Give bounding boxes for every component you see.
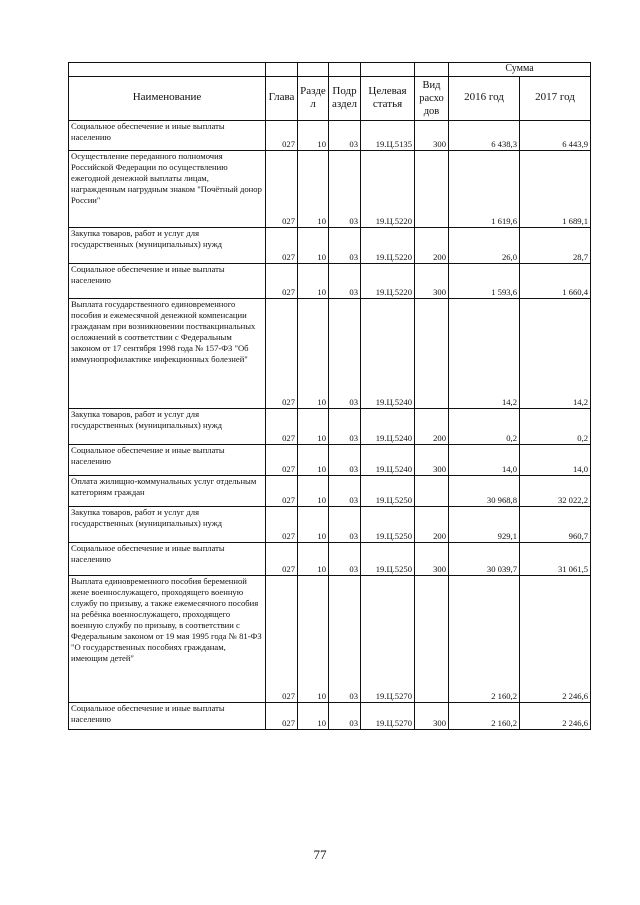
header-blank: [298, 63, 329, 77]
sum-header: Сумма: [449, 63, 591, 77]
header-blank: [69, 63, 266, 77]
row-chapter: 027: [266, 506, 298, 542]
row-sum-2017: 1 689,1: [520, 150, 591, 227]
row-chapter: 027: [266, 227, 298, 263]
row-subsection: 03: [329, 298, 361, 408]
row-section: 10: [298, 298, 329, 408]
header-row-top: [69, 63, 591, 77]
row-sum-2017: 14,0: [520, 444, 591, 475]
row-section: 10: [298, 444, 329, 475]
row-sum-2016: 30 968,8: [449, 475, 520, 506]
header-blank: [415, 63, 449, 77]
row-type: 200: [415, 408, 449, 444]
header-blank: [361, 63, 415, 77]
row-sum-2016: 6 438,3: [449, 120, 520, 150]
row-subsection: 03: [329, 475, 361, 506]
row-subsection: 03: [329, 227, 361, 263]
table-row: [69, 444, 591, 475]
row-sum-2016: 2 160,2: [449, 702, 520, 729]
row-subsection: 03: [329, 444, 361, 475]
table-row: [69, 263, 591, 298]
table-row: [69, 120, 591, 150]
row-section: 10: [298, 475, 329, 506]
row-subsection: 03: [329, 150, 361, 227]
header-blank: [329, 63, 361, 77]
row-name: Социальное обеспечение и иные выплаты населению: [69, 120, 266, 150]
table-body: [69, 120, 591, 729]
row-type: 300: [415, 120, 449, 150]
header-blank: [266, 63, 298, 77]
header-row-main: [69, 76, 591, 120]
row-subsection: 03: [329, 506, 361, 542]
row-sum-2017: 2 246,6: [520, 575, 591, 702]
row-article: 19.Ц.5220: [361, 263, 415, 298]
row-sum-2016: 30 039,7: [449, 542, 520, 575]
row-sum-2016: 0,2: [449, 408, 520, 444]
column-header-section: Разде л: [298, 76, 329, 120]
row-name: Социальное обеспечение и иные выплаты населению: [69, 542, 266, 575]
row-article: 19.Ц.5240: [361, 408, 415, 444]
row-subsection: 03: [329, 542, 361, 575]
row-name: Осуществление переданного полномочия Российской Федерации по осуществлению ежегодной денежной выплаты лицам, награжденным нагрудным знаком "Почётный донор России": [69, 150, 266, 227]
row-subsection: 03: [329, 575, 361, 702]
row-article: 19.Ц.5250: [361, 475, 415, 506]
row-chapter: 027: [266, 120, 298, 150]
row-type: [415, 298, 449, 408]
row-article: 19.Ц.5250: [361, 542, 415, 575]
column-header-target-article: Целевая статья: [361, 76, 415, 120]
table-row: [69, 475, 591, 506]
row-name: Социальное обеспечение и иные выплаты населению: [69, 702, 266, 729]
row-sum-2016: 14,0: [449, 444, 520, 475]
row-chapter: 027: [266, 263, 298, 298]
row-chapter: 027: [266, 150, 298, 227]
row-name: Закупка товаров, работ и услуг для государственных (муниципальных) нужд: [69, 227, 266, 263]
row-chapter: 027: [266, 542, 298, 575]
row-section: 10: [298, 702, 329, 729]
row-name: Закупка товаров, работ и услуг для государственных (муниципальных) нужд: [69, 408, 266, 444]
row-article: 19.Ц.5220: [361, 227, 415, 263]
row-sum-2016: 2 160,2: [449, 575, 520, 702]
row-type: 300: [415, 263, 449, 298]
row-chapter: 027: [266, 298, 298, 408]
row-subsection: 03: [329, 408, 361, 444]
row-type: [415, 150, 449, 227]
row-name: Социальное обеспечение и иные выплаты населению: [69, 444, 266, 475]
row-sum-2017: 1 660,4: [520, 263, 591, 298]
row-type: 200: [415, 227, 449, 263]
row-type: 300: [415, 444, 449, 475]
row-type: [415, 475, 449, 506]
row-type: 200: [415, 506, 449, 542]
column-header-chapter: Глава: [266, 76, 298, 120]
row-article: 19.Ц.5270: [361, 575, 415, 702]
table-row: [69, 575, 591, 702]
column-header-expense-type: Вид расхо дов: [415, 76, 449, 120]
row-type: 300: [415, 542, 449, 575]
row-subsection: 03: [329, 702, 361, 729]
row-article: 19.Ц.5220: [361, 150, 415, 227]
row-section: 10: [298, 506, 329, 542]
row-subsection: 03: [329, 120, 361, 150]
row-chapter: 027: [266, 444, 298, 475]
row-chapter: 027: [266, 702, 298, 729]
table-row: [69, 542, 591, 575]
row-sum-2016: 1 593,6: [449, 263, 520, 298]
row-name: Закупка товаров, работ и услуг для государственных (муниципальных) нужд: [69, 506, 266, 542]
row-sum-2017: 32 022,2: [520, 475, 591, 506]
page-number: 77: [313, 847, 327, 862]
budget-table: [68, 62, 591, 730]
row-sum-2017: 0,2: [520, 408, 591, 444]
row-article: 19.Ц.5270: [361, 702, 415, 729]
row-type: 300: [415, 702, 449, 729]
row-chapter: 027: [266, 408, 298, 444]
column-header-subsection: Подр аздел: [329, 76, 361, 120]
table-row: [69, 506, 591, 542]
row-name: Выплата государственного единовременного пособия и ежемесячной денежной компенсации гражданам при возникновении поствакцинальных осложнений в соответствии с Федеральным законом от 17 сентября 1998 года № 157-ФЗ "Об иммунопрофилактике инфекционных болезней": [69, 298, 266, 408]
row-sum-2017: 6 443,9: [520, 120, 591, 150]
row-section: 10: [298, 227, 329, 263]
row-section: 10: [298, 150, 329, 227]
row-chapter: 027: [266, 575, 298, 702]
row-sum-2016: 26,0: [449, 227, 520, 263]
table-row: [69, 702, 591, 729]
row-sum-2017: 960,7: [520, 506, 591, 542]
row-article: 19.Ц.5240: [361, 298, 415, 408]
row-name: Оплата жилищно-коммунальных услуг отдельным категориям граждан: [69, 475, 266, 506]
row-article: 19.Ц.5250: [361, 506, 415, 542]
row-name: Выплата единовременного пособия беременной жене военнослужащего, проходящего военную службу по призыву, а также ежемесячного пособия на ребёнка военнослужащего, проходящего военную службу по призыву, в соответствии с Федеральным законом от 19 мая 1995 года № 81-ФЗ "О государственных пособиях гражданам, имеющим детей": [69, 575, 266, 702]
row-sum-2016: 929,1: [449, 506, 520, 542]
row-sum-2016: 14,2: [449, 298, 520, 408]
row-chapter: 027: [266, 475, 298, 506]
row-sum-2017: 31 061,5: [520, 542, 591, 575]
table-row: [69, 298, 591, 408]
row-section: 10: [298, 263, 329, 298]
row-section: 10: [298, 575, 329, 702]
row-section: 10: [298, 542, 329, 575]
row-subsection: 03: [329, 263, 361, 298]
row-section: 10: [298, 120, 329, 150]
row-sum-2017: 2 246,6: [520, 702, 591, 729]
column-header-2017: 2017 год: [520, 76, 591, 120]
row-article: 19.Ц.5135: [361, 120, 415, 150]
row-sum-2017: 28,7: [520, 227, 591, 263]
row-section: 10: [298, 408, 329, 444]
column-header-name: Наименование: [69, 76, 266, 120]
table-row: [69, 227, 591, 263]
row-sum-2017: 14,2: [520, 298, 591, 408]
column-header-2016: 2016 год: [449, 76, 520, 120]
row-type: [415, 575, 449, 702]
row-article: 19.Ц.5240: [361, 444, 415, 475]
row-sum-2016: 1 619,6: [449, 150, 520, 227]
table-row: [69, 150, 591, 227]
row-name: Социальное обеспечение и иные выплаты населению: [69, 263, 266, 298]
table-row: [69, 408, 591, 444]
